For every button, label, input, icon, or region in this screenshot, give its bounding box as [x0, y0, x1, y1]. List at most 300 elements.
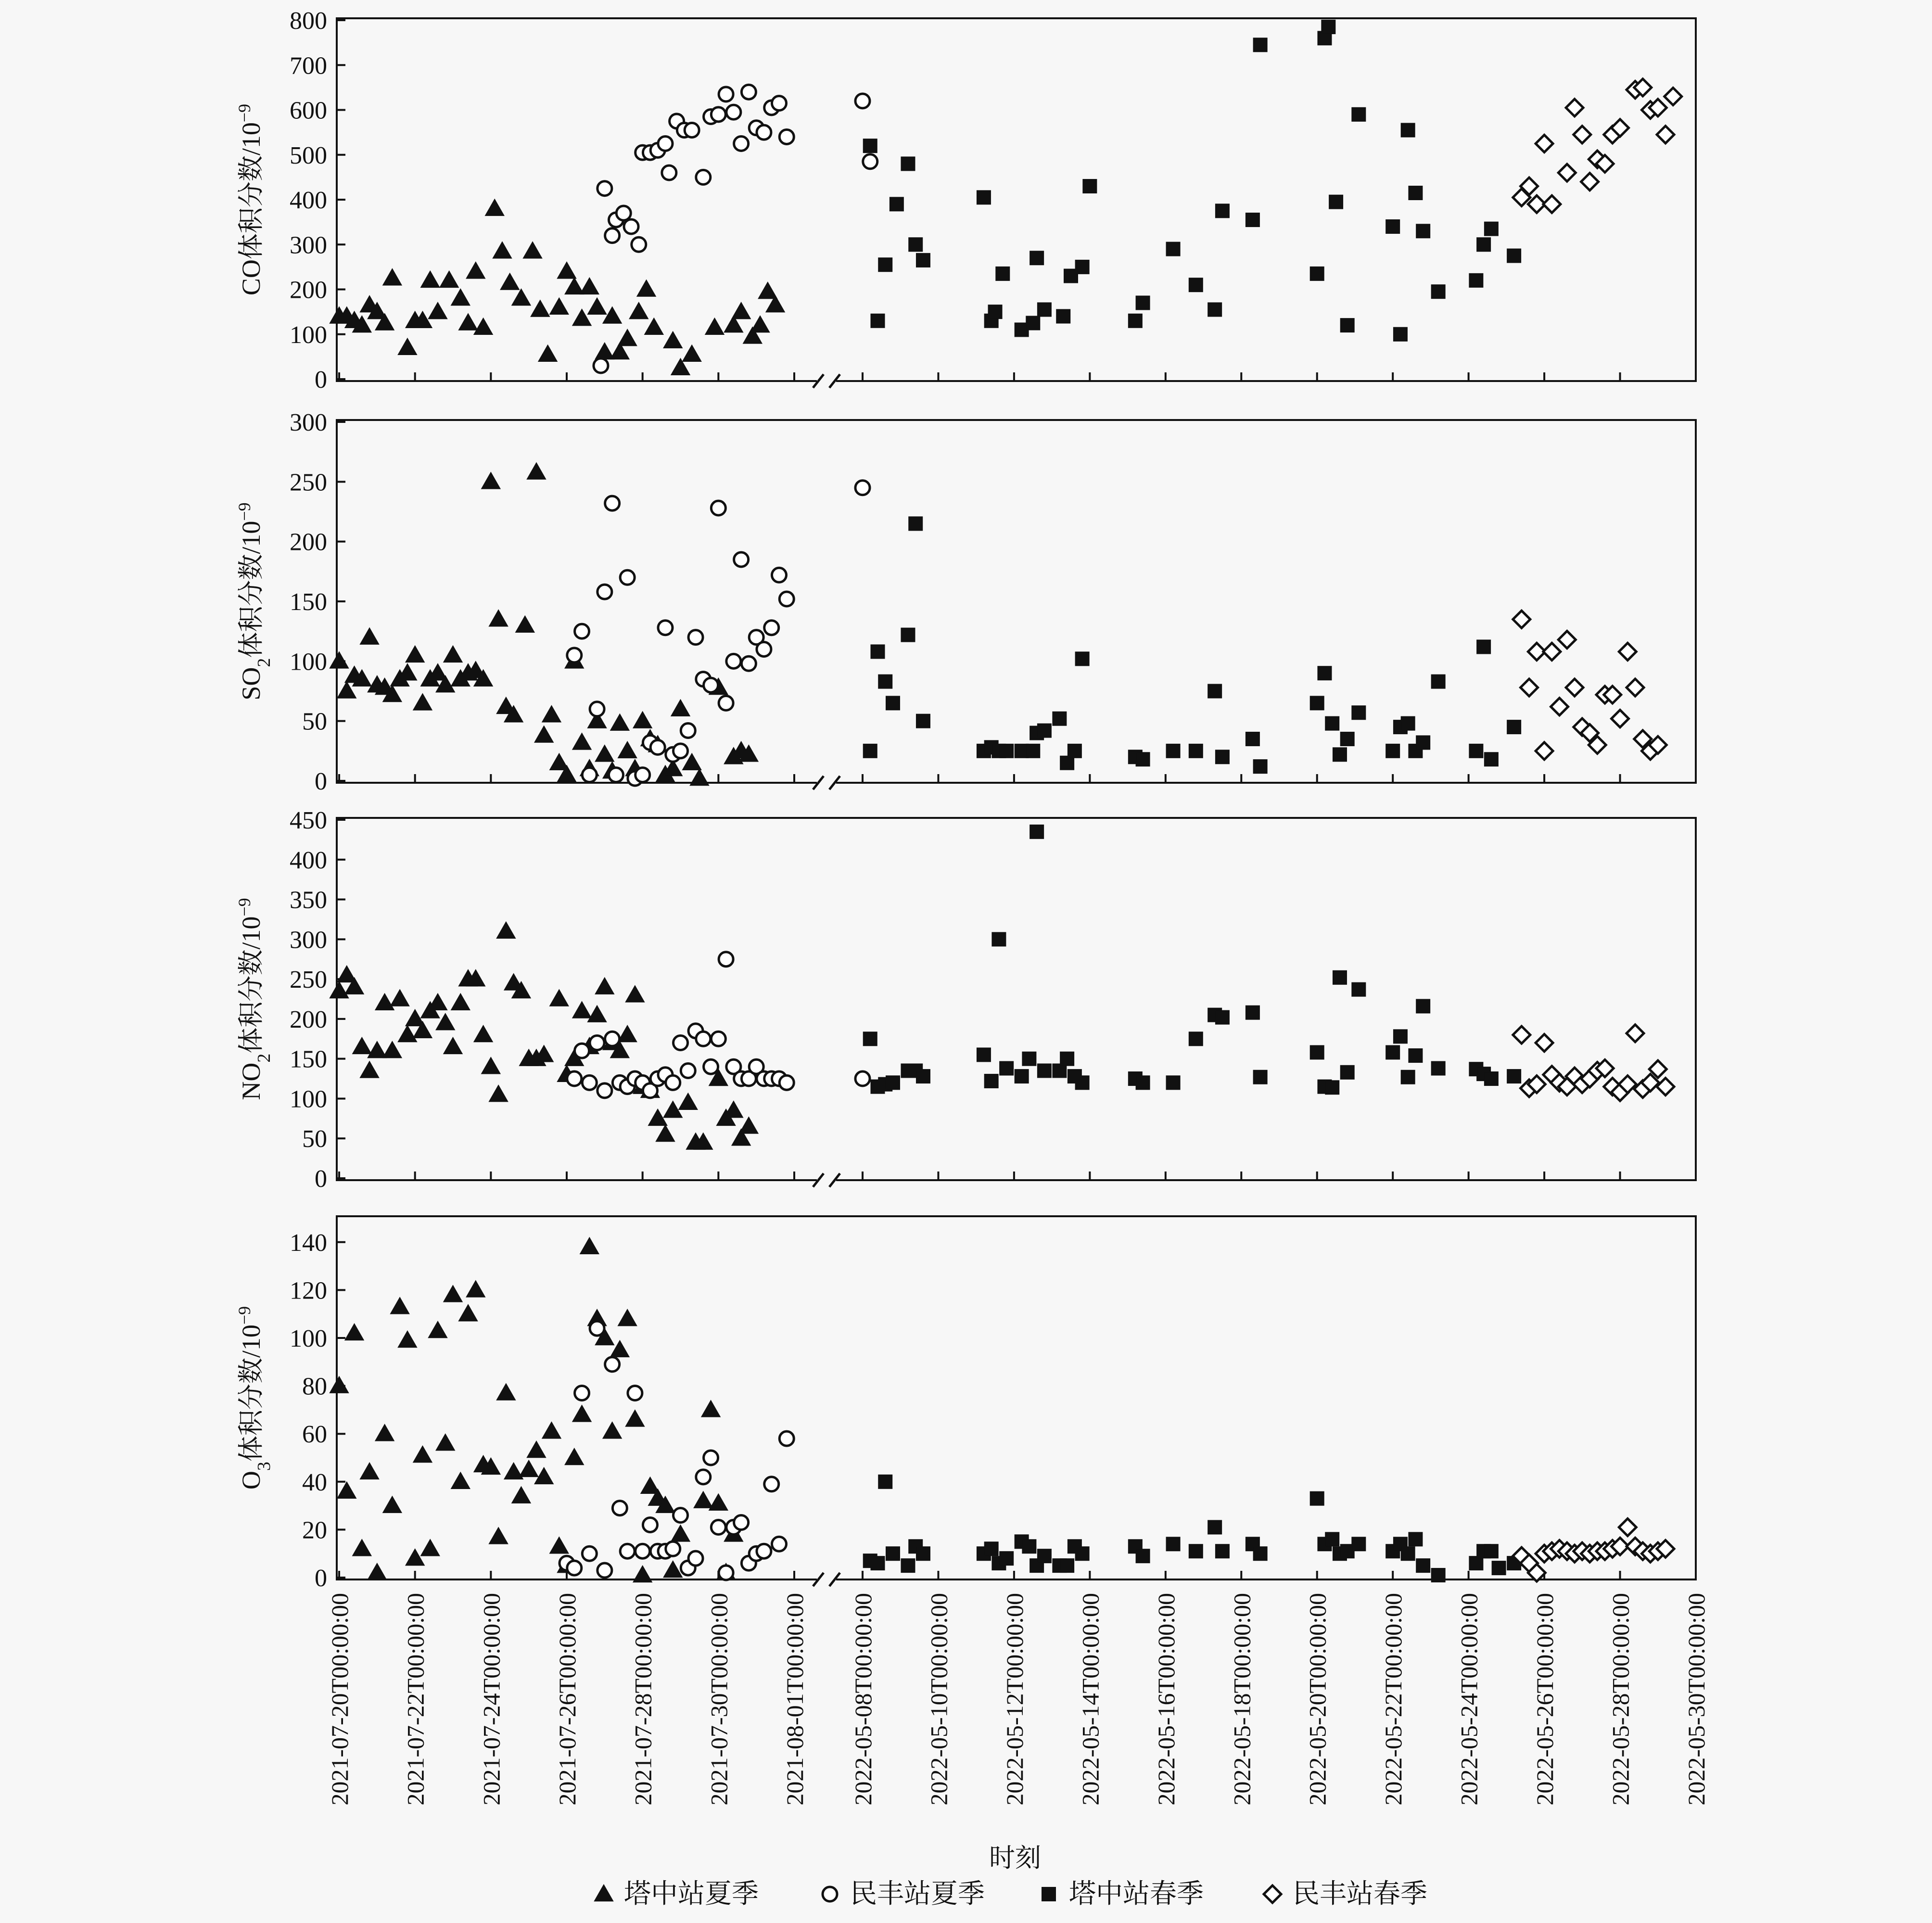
data-point: [353, 1540, 371, 1555]
data-point: [391, 990, 409, 1006]
y-axis-label: $SO_2$体积分数$/10^{-9}$: [235, 502, 274, 700]
data-point: [1208, 303, 1221, 316]
data-point: [451, 289, 470, 305]
data-point: [1401, 1070, 1415, 1084]
y-tick-label: 600: [290, 97, 327, 125]
data-point: [977, 191, 991, 204]
data-point: [609, 768, 623, 782]
y-tick-label: 100: [290, 321, 327, 349]
data-point: [1056, 309, 1070, 323]
panel-co: [235, 7, 1696, 394]
data-point: [482, 1057, 500, 1073]
data-point: [1167, 744, 1180, 758]
data-point: [618, 742, 636, 758]
data-point: [596, 978, 614, 994]
data-point: [886, 1547, 900, 1560]
data-point: [565, 1449, 584, 1465]
data-point: [1627, 679, 1644, 696]
data-point: [1254, 1547, 1267, 1560]
data-point: [1000, 744, 1013, 758]
data-point: [590, 1321, 604, 1336]
data-point: [1409, 186, 1422, 200]
data-point: [1060, 1559, 1074, 1572]
data-point: [666, 1541, 680, 1556]
data-point: [1136, 752, 1150, 766]
data-point: [658, 136, 673, 151]
data-point: [573, 733, 591, 749]
data-point: [1129, 314, 1142, 328]
data-point: [1167, 1076, 1180, 1089]
data-point: [620, 570, 635, 585]
data-point: [764, 621, 779, 635]
data-point: [1469, 1556, 1483, 1570]
data-point: [597, 1563, 612, 1578]
data-point: [779, 129, 794, 144]
data-point: [1507, 720, 1521, 734]
data-point: [620, 1544, 635, 1558]
data-point: [1469, 744, 1483, 758]
data-point: [626, 986, 644, 1002]
data-point: [626, 1410, 644, 1426]
data-point: [565, 278, 584, 294]
data-point: [497, 922, 515, 938]
y-tick-label: 300: [290, 231, 327, 259]
data-point: [1038, 303, 1051, 316]
data-point: [575, 624, 589, 638]
data-point: [1167, 1537, 1180, 1551]
data-point: [1352, 983, 1365, 996]
data-point: [1333, 971, 1347, 984]
data-point: [376, 1425, 394, 1440]
x-tick-label: 2022-05-12T00:00:00: [1001, 1593, 1028, 1806]
data-point: [878, 1475, 892, 1489]
data-point: [890, 197, 903, 211]
data-point: [1386, 1045, 1399, 1059]
x-tick-label: 2021-07-22T00:00:00: [402, 1593, 429, 1806]
data-point: [489, 610, 508, 626]
data-point: [1189, 1544, 1203, 1558]
data-point: [527, 463, 546, 479]
data-point: [992, 932, 1005, 946]
data-point: [436, 1014, 455, 1030]
y-tick-label: 300: [290, 409, 327, 436]
data-point: [772, 568, 786, 582]
data-point: [886, 1076, 900, 1089]
data-point: [634, 1566, 652, 1582]
data-point: [1076, 652, 1089, 665]
data-point: [444, 646, 462, 662]
data-point: [1030, 251, 1043, 265]
data-point: [1325, 717, 1339, 730]
data-point: [605, 1032, 620, 1046]
data-point: [772, 1537, 786, 1551]
data-point: [985, 1074, 998, 1088]
data-point: [1627, 1025, 1644, 1042]
data-point: [1083, 179, 1096, 193]
data-point: [724, 1101, 743, 1117]
data-point: [696, 1470, 711, 1484]
data-point: [1322, 20, 1335, 34]
data-point: [516, 616, 534, 632]
data-point: [489, 1528, 508, 1543]
data-point: [580, 278, 598, 294]
x-tick-label: 2021-07-30T00:00:00: [705, 1593, 733, 1806]
data-point: [398, 1026, 417, 1042]
y-axis-label: $NO_2$体积分数$/10^{-9}$: [235, 898, 274, 1100]
y-tick-label: 250: [290, 966, 327, 994]
data-point: [575, 1044, 589, 1058]
y-tick-label: 100: [290, 1085, 327, 1113]
series-mf_spring: [1513, 79, 1682, 213]
data-point: [1015, 1070, 1029, 1083]
data-point: [658, 621, 673, 635]
data-point: [757, 125, 771, 140]
y-tick-label: 80: [302, 1373, 327, 1401]
data-point: [711, 107, 725, 122]
data-point: [734, 136, 749, 151]
x-tick-label: 2022-05-22T00:00:00: [1380, 1593, 1407, 1806]
data-point: [413, 1446, 432, 1462]
data-point: [674, 744, 688, 758]
data-point: [871, 1556, 884, 1570]
panel-no2: [235, 807, 1696, 1193]
data-point: [368, 1564, 386, 1579]
series-mf_summer: [567, 481, 870, 786]
data-point: [360, 1062, 379, 1078]
series-mf_spring: [1513, 1518, 1674, 1581]
y-tick-label: 500: [290, 141, 327, 169]
data-point: [391, 1298, 409, 1313]
data-point: [711, 501, 725, 515]
data-point: [1060, 756, 1074, 770]
data-point: [1432, 675, 1445, 688]
data-point: [1189, 1032, 1203, 1045]
data-point: [1208, 1520, 1221, 1534]
data-point: [1053, 1064, 1066, 1078]
y-tick-label: 0: [315, 1165, 327, 1193]
data-point: [1409, 1532, 1422, 1546]
data-point: [1325, 1532, 1339, 1546]
data-point: [1189, 278, 1203, 292]
data-point: [497, 1384, 515, 1400]
data-point: [582, 1075, 597, 1090]
data-point: [1022, 1540, 1036, 1553]
data-point: [501, 274, 519, 290]
data-point: [383, 1497, 401, 1513]
y-axis-label: $O_3$体积分数$/10^{-9}$: [235, 1306, 274, 1490]
series-mf_spring: [1513, 1025, 1674, 1101]
legend: [595, 1879, 1427, 1909]
data-point: [1246, 732, 1259, 746]
data-point: [864, 139, 877, 153]
data-point: [650, 740, 665, 754]
data-point: [1394, 1030, 1407, 1043]
data-point: [672, 1525, 690, 1541]
data-point: [1432, 1062, 1445, 1075]
data-point: [855, 481, 870, 495]
data-point: [1076, 260, 1089, 274]
data-point: [985, 1542, 998, 1555]
legend-item: [823, 1879, 985, 1909]
data-point: [674, 1508, 688, 1523]
data-point: [1333, 748, 1347, 761]
y-tick-label: 800: [290, 7, 327, 35]
data-point: [901, 1559, 915, 1572]
data-point: [632, 237, 646, 252]
data-point: [345, 1324, 364, 1340]
y-tick-label: 350: [290, 886, 327, 914]
x-tick-label: 2021-07-24T00:00:00: [478, 1593, 505, 1806]
legend-marker: [1264, 1885, 1281, 1903]
x-tick-label: 2021-08-01T00:00:00: [781, 1593, 808, 1806]
x-tick-label: 2021-07-20T00:00:00: [326, 1593, 353, 1806]
data-point: [1665, 88, 1682, 105]
data-point: [1401, 1547, 1415, 1560]
data-point: [779, 592, 794, 606]
data-point: [878, 258, 892, 271]
data-point: [1409, 1049, 1422, 1062]
data-point: [1216, 1011, 1229, 1024]
data-point: [1507, 249, 1521, 263]
data-point: [338, 682, 356, 698]
data-point: [567, 1561, 582, 1575]
legend-marker: [823, 1887, 837, 1901]
data-point: [683, 345, 701, 361]
y-axis-label: CO体积分数$/10^{-9}$: [235, 103, 266, 296]
data-point: [459, 314, 477, 330]
data-point: [634, 712, 652, 728]
data-point: [719, 87, 733, 102]
data-point: [575, 1386, 589, 1401]
data-point: [603, 307, 622, 323]
data-point: [429, 303, 447, 318]
data-point: [605, 1357, 620, 1372]
data-point: [916, 254, 930, 267]
data-point: [1254, 1070, 1267, 1084]
legend-label: 塔中站夏季: [624, 1879, 759, 1909]
data-point: [531, 300, 549, 316]
data-point: [1325, 1081, 1339, 1094]
data-point: [681, 1064, 695, 1078]
series-mf_spring: [1513, 611, 1666, 760]
data-point: [696, 1032, 711, 1046]
data-point: [406, 1549, 424, 1565]
data-point: [360, 628, 379, 644]
data-point: [779, 1075, 794, 1090]
x-tick-label: 2022-05-08T00:00:00: [850, 1593, 877, 1806]
data-point: [1189, 744, 1203, 758]
data-point: [1657, 126, 1674, 143]
data-point: [330, 982, 348, 998]
series-tz_spring: [864, 20, 1521, 341]
data-point: [1657, 1078, 1674, 1095]
data-point: [662, 166, 676, 180]
legend-item: [1264, 1879, 1427, 1909]
y-tick-label: 150: [290, 588, 327, 616]
data-point: [1352, 108, 1365, 121]
x-tick-label: 2022-05-14T00:00:00: [1077, 1593, 1104, 1806]
series-tz_summer: [330, 1238, 743, 1582]
data-point: [1485, 222, 1498, 236]
data-point: [596, 343, 614, 359]
data-point: [679, 1094, 697, 1109]
y-tick-label: 0: [315, 366, 327, 394]
y-tick-label: 150: [290, 1045, 327, 1073]
data-point: [360, 1463, 379, 1479]
data-point: [597, 585, 612, 599]
data-point: [1485, 1072, 1498, 1085]
data-point: [1619, 1518, 1636, 1536]
data-point: [757, 642, 771, 656]
data-point: [643, 1517, 657, 1532]
data-point: [512, 289, 530, 305]
y-tick-label: 400: [290, 187, 327, 214]
x-tick-label: 2022-05-30T00:00:00: [1683, 1593, 1710, 1806]
data-point: [474, 1026, 493, 1042]
data-point: [1477, 640, 1490, 653]
data-point: [977, 1048, 991, 1061]
data-point: [751, 316, 769, 332]
y-tick-label: 50: [302, 708, 327, 736]
y-tick-label: 20: [302, 1516, 327, 1544]
data-point: [719, 1566, 733, 1580]
data-point: [1076, 1076, 1089, 1089]
data-point: [624, 219, 638, 234]
data-point: [1492, 1561, 1506, 1575]
data-point: [726, 105, 741, 119]
data-point: [421, 1540, 439, 1555]
data-point: [338, 1482, 356, 1498]
data-point: [901, 628, 915, 642]
y-tick-label: 300: [290, 926, 327, 954]
data-point: [1136, 1549, 1150, 1563]
data-point: [605, 229, 620, 243]
data-point: [573, 1405, 591, 1421]
data-point: [1026, 744, 1040, 758]
x-tick-label: 2021-07-26T00:00:00: [554, 1593, 581, 1806]
data-point: [520, 1461, 538, 1477]
legend-marker: [595, 1885, 613, 1901]
data-point: [383, 1042, 401, 1057]
data-point: [694, 1492, 712, 1508]
data-point: [1432, 1568, 1445, 1582]
data-point: [567, 648, 582, 662]
data-point: [1136, 296, 1150, 309]
plot-frame: [337, 818, 1696, 1180]
data-point: [1386, 744, 1399, 758]
data-point: [330, 652, 348, 668]
data-point: [1566, 679, 1583, 696]
x-axis-label: 时刻: [989, 1844, 1041, 1872]
y-tick-label: 200: [290, 528, 327, 556]
data-point: [1216, 204, 1229, 217]
data-point: [909, 517, 922, 530]
data-point: [1401, 123, 1415, 137]
data-point: [719, 952, 733, 967]
data-point: [1507, 1070, 1521, 1083]
data-point: [1254, 760, 1267, 773]
y-tick-label: 120: [290, 1277, 327, 1305]
series-tz_spring: [864, 517, 1521, 773]
data-point: [1000, 1552, 1013, 1565]
data-point: [1581, 173, 1599, 191]
data-point: [1038, 1549, 1051, 1563]
data-point: [1038, 1064, 1051, 1078]
data-point: [863, 154, 877, 169]
data-point: [436, 1434, 455, 1450]
data-point: [996, 267, 1009, 280]
data-point: [1310, 267, 1324, 280]
data-point: [1432, 285, 1445, 298]
data-point: [1341, 732, 1354, 746]
data-point: [1208, 685, 1221, 698]
data-point: [467, 1281, 485, 1297]
data-point: [1416, 1559, 1430, 1572]
data-point: [878, 675, 892, 688]
data-point: [580, 1238, 598, 1254]
data-point: [704, 678, 718, 692]
data-point: [764, 1477, 779, 1491]
y-tick-label: 100: [290, 648, 327, 676]
data-point: [612, 1501, 627, 1515]
data-point: [1254, 38, 1267, 51]
data-point: [1000, 1062, 1013, 1075]
data-point: [1536, 742, 1553, 760]
data-point: [429, 994, 447, 1010]
data-point: [588, 298, 606, 314]
data-point: [685, 123, 699, 137]
data-point: [1352, 1537, 1365, 1551]
data-point: [1543, 643, 1561, 660]
data-point: [901, 157, 915, 170]
data-point: [582, 768, 597, 782]
y-tick-label: 40: [302, 1468, 327, 1496]
data-point: [451, 1473, 470, 1489]
data-point: [1469, 274, 1483, 287]
data-point: [368, 1042, 386, 1057]
data-point: [1246, 213, 1259, 227]
data-point: [523, 242, 542, 258]
data-point: [618, 330, 636, 345]
data-point: [704, 1451, 718, 1465]
data-point: [1558, 631, 1576, 649]
data-point: [1167, 242, 1180, 256]
data-point: [989, 305, 1002, 318]
data-point: [734, 552, 749, 567]
data-point: [618, 1310, 636, 1325]
series-tz_spring: [864, 825, 1521, 1094]
data-point: [630, 303, 648, 318]
data-point: [732, 303, 750, 318]
y-tick-label: 400: [290, 846, 327, 874]
data-point: [871, 314, 884, 328]
legend-label: 民丰站春季: [1293, 1879, 1427, 1909]
x-tick-label: 2021-07-28T00:00:00: [629, 1593, 657, 1806]
data-point: [474, 318, 493, 334]
data-point: [726, 654, 741, 668]
x-tick-label: 2022-05-24T00:00:00: [1455, 1593, 1483, 1806]
data-point: [1352, 706, 1365, 719]
data-point: [1310, 1045, 1324, 1059]
data-point: [1310, 696, 1324, 710]
data-point: [1416, 736, 1430, 749]
x-tick-label: 2022-05-20T00:00:00: [1304, 1593, 1331, 1806]
data-point: [636, 768, 650, 782]
y-tick-label: 700: [290, 52, 327, 80]
data-point: [636, 1544, 650, 1558]
data-point: [539, 345, 557, 361]
data-point: [1551, 698, 1568, 715]
